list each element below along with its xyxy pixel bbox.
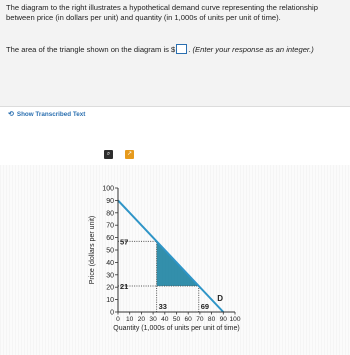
x-tick-label: 40 [161, 316, 169, 323]
y-tick-label: 90 [106, 197, 114, 205]
y-tick-label: 20 [106, 284, 114, 292]
x-axis-label: Quantity (1,000s of units per unit of time) [113, 325, 240, 332]
question-panel [0, 0, 350, 107]
show-transcribed-text-link[interactable] [8, 111, 85, 118]
show-transcribed-label: Show Transcribed Text [16, 111, 86, 118]
x-tick-label: 80 [207, 316, 216, 323]
demand-label: D [217, 294, 224, 303]
zoom-tool-icon[interactable]: ⌕ [104, 150, 113, 159]
x-tick-label: 70 [196, 316, 204, 323]
y-tick-label: 30 [106, 272, 114, 280]
annotation-57: 57 [120, 237, 129, 247]
y-tick-label: 10 [106, 297, 114, 305]
answer-prompt: The area of the triangle shown on the diagram is $ [6, 45, 176, 54]
y-tick-label: 60 [106, 235, 114, 243]
x-tick-label: 50 [172, 316, 181, 323]
demand-figure [0, 165, 350, 355]
y-axis-label: Price (dollars per unit) [89, 215, 96, 285]
external-link-icon[interactable]: ↗ [126, 151, 133, 157]
y-tick-label: 80 [106, 210, 114, 218]
annotation-33: 33 [158, 302, 167, 311]
x-tick-label: 0 [116, 316, 120, 323]
x-tick-label: 100 [229, 316, 241, 323]
answer-line: The area of the triangle shown on the diagram is $ . (Enter your response as an integer.) [6, 45, 314, 54]
y-tick-label: 0 [110, 309, 114, 317]
demand-chart [0, 165, 350, 355]
x-tick-label: 10 [126, 316, 134, 323]
x-tick-label: 20 [137, 316, 146, 323]
refresh-icon: ⟲ [8, 111, 14, 118]
x-tick-label: 30 [149, 316, 157, 323]
answer-input[interactable] [176, 44, 187, 54]
demand-line [118, 200, 223, 312]
y-tick-label: 100 [102, 185, 114, 193]
question-text: The diagram to the right illustrates a hypothetical demand curve representing the relationship between price (in dollars per unit) and quantity (in 1,000s of units per unit of time). [6, 3, 318, 22]
y-tick-label: 50 [106, 247, 114, 255]
x-tick-label: 90 [219, 316, 227, 323]
y-tick-label: 70 [106, 222, 114, 230]
x-tick-label: 60 [184, 316, 192, 323]
annotation-69: 69 [200, 302, 210, 311]
annotation-21: 21 [120, 281, 129, 291]
y-tick-label: 40 [106, 259, 114, 267]
answer-hint: (Enter your response as an integer.) [192, 45, 314, 54]
